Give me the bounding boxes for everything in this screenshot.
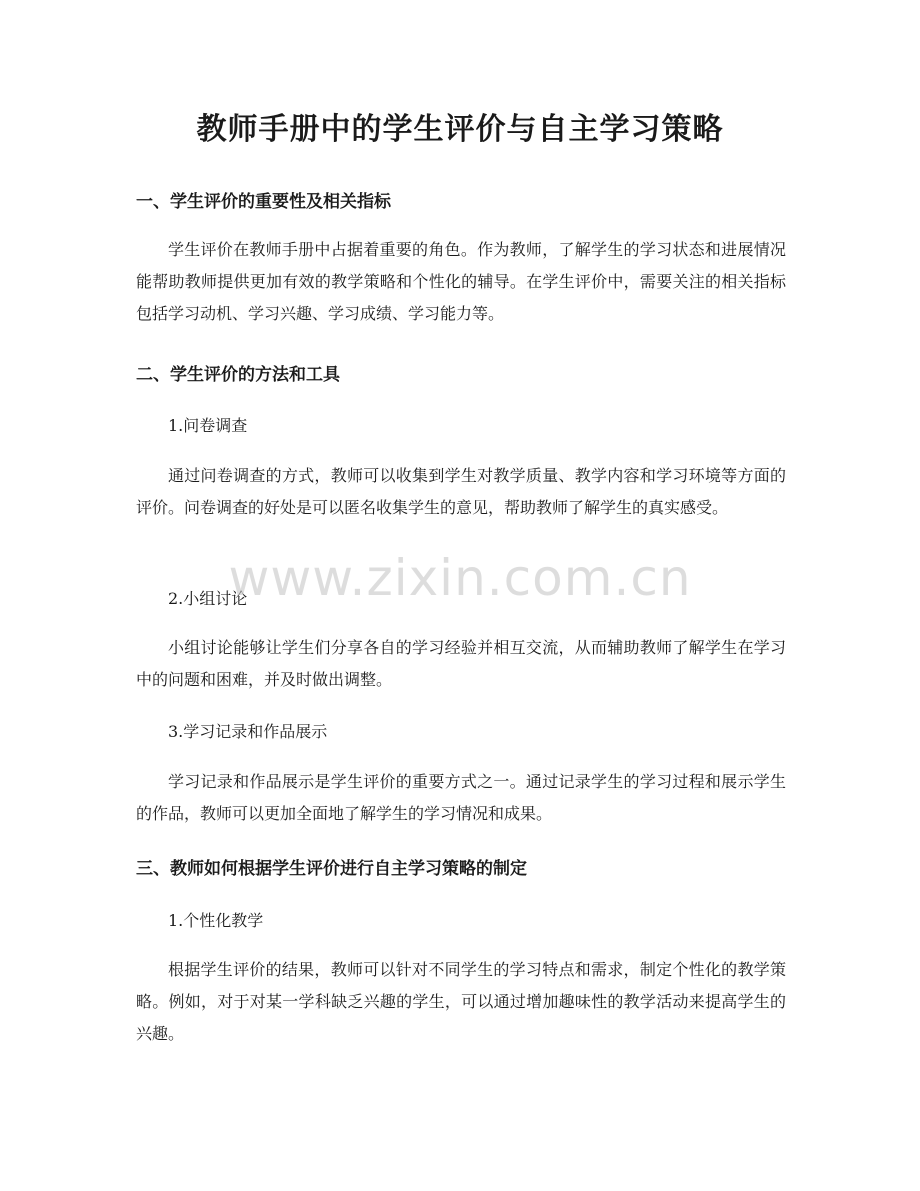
method-1-paragraph: 通过问卷调查的方式，教师可以收集到学生对教学质量、教学内容和学习环境等方面的评价。问卷调查的好处是可以匿名收集学生的意见，帮助教师了解学生的真实感受。 bbox=[136, 466, 786, 517]
strategy-label-1: 1.个性化教学 bbox=[168, 911, 264, 930]
section-heading-2: 二、学生评价的方法和工具 bbox=[136, 365, 340, 385]
section-heading-3: 三、教师如何根据学生评价进行自主学习策略的制定 bbox=[136, 859, 527, 879]
method-label-1: 1.问卷调查 bbox=[168, 416, 248, 435]
strategy-1-paragraph: 根据学生评价的结果，教师可以针对不同学生的学习特点和需求，制定个性化的教学策略。例如，对于对某一学科缺乏兴趣的学生，可以通过增加趣味性的教学活动来提高学生的兴趣。 bbox=[136, 960, 786, 1043]
watermark: www.zixin.com.cn bbox=[228, 549, 692, 607]
method-3-paragraph: 学习记录和作品展示是学生评价的重要方式之一。通过记录学生的学习过程和展示学生的作品，教师可以更加全面地了解学生的学习情况和成果。 bbox=[136, 772, 786, 823]
section-heading-1: 一、学生评价的重要性及相关指标 bbox=[136, 192, 391, 212]
section-1-paragraph: 学生评价在教师手册中占据着重要的角色。作为教师，了解学生的学习状态和进展情况能帮助教师提供更加有效的教学策略和个性化的辅导。在学生评价中，需要关注的相关指标包括学习动机、学习兴趣、学习成绩、学习能力等。 bbox=[136, 240, 786, 323]
document-title: 教师手册中的学生评价与自主学习策略 bbox=[196, 112, 724, 147]
method-2-paragraph: 小组讨论能够让学生们分享各自的学习经验并相互交流，从而辅助教师了解学生在学习中的问题和困难，并及时做出调整。 bbox=[136, 638, 786, 689]
method-label-3: 3.学习记录和作品展示 bbox=[168, 722, 328, 741]
method-label-2: 2.小组讨论 bbox=[168, 589, 248, 608]
